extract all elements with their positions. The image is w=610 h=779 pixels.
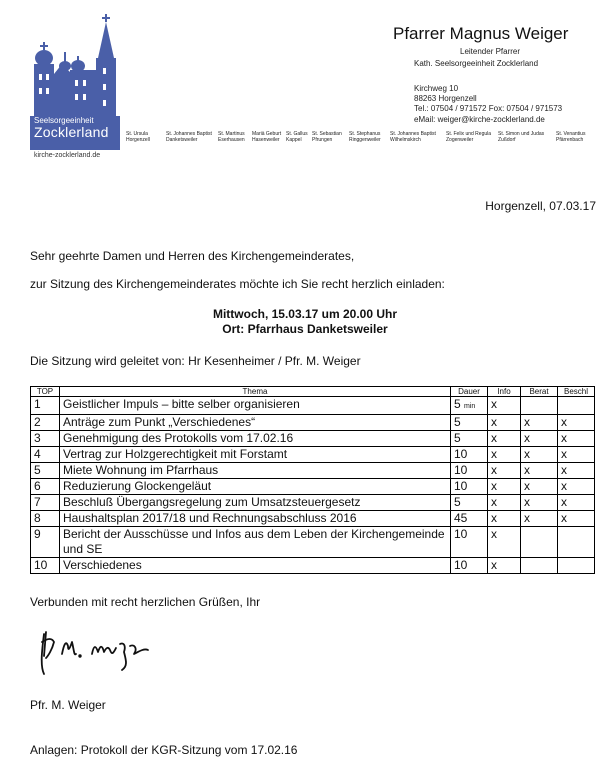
agenda-thema-cell: Miete Wohnung im Pfarrhaus — [60, 463, 451, 479]
parish-item: St. Ursula Horgenzell — [126, 131, 150, 143]
agenda-thema-cell: Bericht der Ausschüsse und Infos aus dem Leben der Kirchengemeinde und SE — [60, 527, 451, 558]
agenda-info-cell: x — [488, 431, 521, 447]
agenda-table — [30, 386, 595, 574]
parish-item: St. Martinus Eserhausen — [218, 131, 245, 143]
sender-street: Kirchweg 10 — [414, 84, 459, 93]
agenda-top-cell: 5 — [31, 463, 60, 479]
header-top: TOP — [31, 387, 60, 397]
agenda-dauer-cell: 10 — [451, 558, 488, 574]
agenda-dauer-cell: 10 — [451, 447, 488, 463]
agenda-top-cell: 3 — [31, 431, 60, 447]
agenda-dauer-cell: 5 — [451, 431, 488, 447]
parish-item: Mariä Geburt Hasenweiler — [252, 131, 282, 143]
header-dauer: Dauer — [451, 387, 488, 397]
parish-item: St. Felix und Regula Zogenweiler — [446, 131, 492, 143]
agenda-top-cell: 2 — [31, 415, 60, 431]
agenda-info-cell: x — [488, 495, 521, 511]
agenda-beschl-cell — [558, 558, 595, 574]
sender-phone: Tel.: 07504 / 971572 Fox: 07504 / 971573 — [414, 104, 563, 113]
agenda-berat-cell: x — [521, 495, 558, 511]
parish-item: St. Johannes Baptist Danketsweiler — [166, 131, 212, 143]
agenda-info-cell: x — [488, 527, 521, 558]
header-info: Info — [488, 387, 521, 397]
logo-line1: Seelsorgeeinheit — [34, 116, 94, 125]
agenda-info-cell: x — [488, 463, 521, 479]
agenda-beschl-cell — [558, 527, 595, 558]
agenda-row — [31, 527, 595, 558]
agenda-thema-cell: Anträge zum Punkt „Verschiedenes“ — [60, 415, 451, 431]
agenda-dauer-cell: 5 min — [451, 397, 488, 415]
closing-text: Verbunden mit recht herzlichen Grüßen, Ihr — [30, 595, 261, 609]
agenda-berat-cell — [521, 397, 558, 415]
parish-item: St. Sebastian Pfrungen — [312, 131, 342, 143]
agenda-beschl-cell: x — [558, 447, 595, 463]
agenda-row — [31, 479, 595, 495]
sender-email: eMail: weiger@kirche-zocklerland.de — [414, 115, 545, 124]
agenda-berat-cell: x — [521, 431, 558, 447]
meeting-datetime: Mittwoch, 15.03.17 um 20.00 Uhr — [212, 307, 398, 321]
header-thema: Thema — [60, 387, 451, 397]
agenda-top-cell: 4 — [31, 447, 60, 463]
agenda-thema-cell: Geistlicher Impuls – bitte selber organisieren — [60, 397, 451, 415]
letter-date: Horgenzell, 07.03.17 — [485, 199, 596, 213]
agenda-row — [31, 495, 595, 511]
meeting-chair: Die Sitzung wird geleitet von: Hr Kesenheimer / Pfr. M. Weiger — [30, 354, 361, 368]
signer-name: Pfr. M. Weiger — [30, 698, 106, 712]
agenda-dauer-cell: 10 — [451, 463, 488, 479]
agenda-info-cell: x — [488, 447, 521, 463]
agenda-dauer-cell: 5 — [451, 415, 488, 431]
sender-unit: Kath. Seelsorgeeinheit Zocklerland — [414, 59, 539, 68]
agenda-beschl-cell: x — [558, 511, 595, 527]
agenda-thema-cell: Genehmigung des Protokolls vom 17.02.16 — [60, 431, 451, 447]
parish-item: St. Stephanus Ringgenweiler — [349, 131, 381, 143]
handwritten-signature — [40, 626, 160, 678]
agenda-header-row — [31, 387, 595, 397]
agenda-row — [31, 463, 595, 479]
agenda-beschl-cell: x — [558, 463, 595, 479]
invitation-text: zur Sitzung des Kirchengemeinderates möchte ich Sie recht herzlich einladen: — [30, 277, 445, 291]
agenda-dauer-cell: 45 — [451, 511, 488, 527]
agenda-beschl-cell: x — [558, 431, 595, 447]
agenda-beschl-cell — [558, 397, 595, 415]
agenda-top-cell: 7 — [31, 495, 60, 511]
parish-item: St. Gallus Kappel — [286, 131, 308, 143]
agenda-row — [31, 447, 595, 463]
agenda-thema-cell: Beschluß Übergangsregelung zum Umsatzsteuergesetz — [60, 495, 451, 511]
pastor-name: Pfarrer Magnus Weiger — [393, 24, 569, 43]
sender-city: 88263 Horgenzell — [414, 94, 477, 103]
agenda-berat-cell: x — [521, 511, 558, 527]
agenda-row — [31, 431, 595, 447]
agenda-top-cell: 6 — [31, 479, 60, 495]
agenda-beschl-cell: x — [558, 495, 595, 511]
agenda-dauer-cell: 10 — [451, 527, 488, 558]
agenda-berat-cell: x — [521, 479, 558, 495]
agenda-thema-cell: Vertrag zur Holzgerechtigkeit mit Forstamt — [60, 447, 451, 463]
agenda-berat-cell — [521, 558, 558, 574]
agenda-top-cell: 10 — [31, 558, 60, 574]
agenda-dauer-cell: 10 — [451, 479, 488, 495]
agenda-top-cell: 9 — [31, 527, 60, 558]
agenda-info-cell: x — [488, 415, 521, 431]
agenda-dauer-cell: 5 — [451, 495, 488, 511]
meeting-location: Ort: Pfarrhaus Danketsweiler — [222, 322, 388, 336]
agenda-thema-cell: Verschiedenes — [60, 558, 451, 574]
agenda-top-cell: 1 — [31, 397, 60, 415]
sender-role: Leitender Pfarrer — [460, 47, 521, 56]
agenda-row — [31, 558, 595, 574]
agenda-top-cell: 8 — [31, 511, 60, 527]
agenda-row — [31, 397, 595, 415]
agenda-info-cell: x — [488, 558, 521, 574]
attachments: Anlagen: Protokoll der KGR-Sitzung vom 17.02.16 — [30, 743, 298, 757]
agenda-thema-cell: Haushaltsplan 2017/18 und Rechnungsabschluss 2016 — [60, 511, 451, 527]
header-beschl: Beschl — [558, 387, 595, 397]
agenda-info-cell: x — [488, 397, 521, 415]
duration-unit: min — [464, 403, 476, 410]
agenda-berat-cell: x — [521, 415, 558, 431]
parish-item: St. Johannes Baptist Wilhelmskirch — [390, 131, 436, 143]
agenda-row — [31, 415, 595, 431]
header-berat: Berat — [521, 387, 558, 397]
salutation: Sehr geehrte Damen und Herren des Kirchengemeinderates, — [30, 249, 355, 263]
agenda-row — [31, 511, 595, 527]
agenda-berat-cell: x — [521, 463, 558, 479]
agenda-info-cell: x — [488, 511, 521, 527]
agenda-beschl-cell: x — [558, 479, 595, 495]
agenda-thema-cell: Reduzierung Glockengeläut — [60, 479, 451, 495]
parish-item: St. Simon und Judas Zußdorf — [498, 131, 545, 143]
logo-line2: Zocklerland — [34, 124, 109, 140]
agenda-berat-cell: x — [521, 447, 558, 463]
agenda-info-cell: x — [488, 479, 521, 495]
agenda-berat-cell — [521, 527, 558, 558]
logo-url: kirche-zocklerland.de — [34, 152, 101, 159]
parish-item: St. Venantius Pfärrenbach — [556, 131, 586, 143]
agenda-beschl-cell: x — [558, 415, 595, 431]
